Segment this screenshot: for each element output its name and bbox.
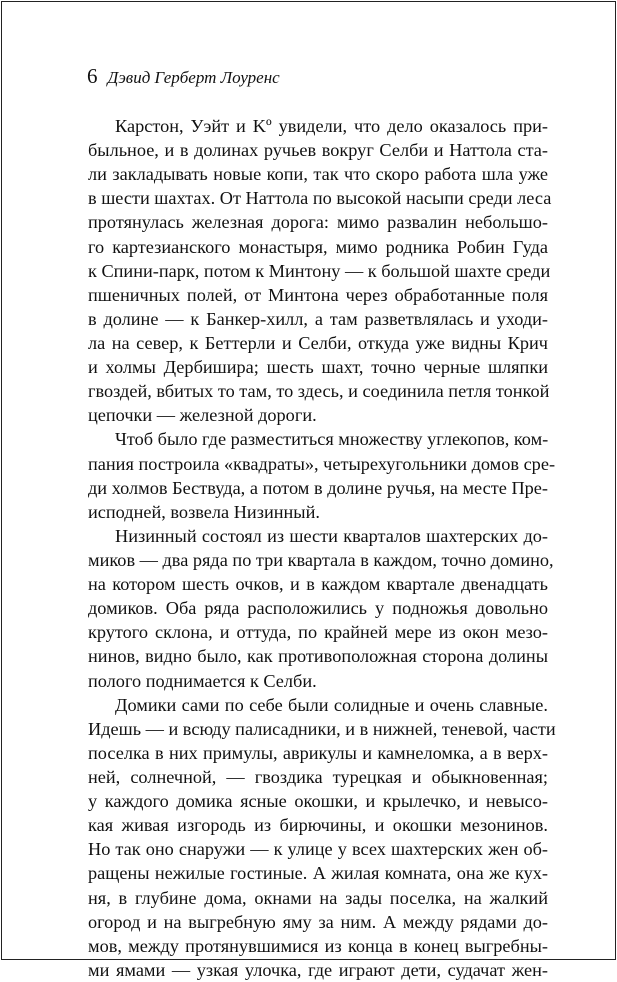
text-line: кая живая изгородь из бирючины, и окошки мезонинов. bbox=[88, 815, 548, 836]
text-line: ми ямами — узкая улочка, где играют дети, судачат жен- bbox=[88, 959, 548, 980]
text-line: у каждого домика ясные окошки, и крылечко, и невысо- bbox=[88, 791, 548, 812]
text-line: го картезианского монастыря, мимо родника Робин Гуда bbox=[88, 236, 548, 257]
text-line: быльное, и в долинах ручьев вокруг Селби и Наттола ста- bbox=[88, 140, 548, 161]
text-line: домиков. Оба ряда расположились у подножья довольно bbox=[88, 598, 548, 619]
text-line: цепочки — железной дороги. bbox=[88, 405, 317, 426]
text-line: ла на север, к Беттерли и Селби, откуда уже видны Крич bbox=[88, 332, 548, 353]
text-line: полого поднимается к Селби. bbox=[88, 670, 317, 691]
text-line: к Спини-парк, потом к Минтону — к большой шахте среди bbox=[88, 260, 551, 281]
text-line: миков — два ряда по три квартала в каждом, точно домино, bbox=[88, 549, 554, 570]
text-line: ди холмов Бествуда, а потом в долине ручья, на месте Пре- bbox=[88, 477, 548, 498]
text-line: огород и на выгребную яму за ним. А между рядами до- bbox=[88, 911, 548, 932]
text-line: в долине — к Банкер-хилл, а там разветвлялась и уходи- bbox=[88, 308, 548, 329]
text-line: ли закладывать новые копи, так что скоро работа шла уже bbox=[88, 164, 548, 185]
text-line: Карстон, Уэйт и Kº увидели, что дело оказалось при- bbox=[115, 116, 548, 136]
text-line: Но так оно снаружи — к улице у всех шахтерских жен об- bbox=[88, 839, 548, 860]
text-line: исподней, возвела Низинный. bbox=[88, 501, 320, 522]
text-line: Чтоб было где разместиться множеству углекопов, ком- bbox=[115, 429, 549, 450]
text-line: протянулась железная дорога: мимо развалин небольшо- bbox=[88, 212, 548, 233]
text-line: поселка в них примулы, аврикулы и камнеломка, а в верх- bbox=[88, 742, 548, 763]
page-number: 6 bbox=[87, 64, 98, 88]
text-line: пшеничных полей, от Минтона через обработанные поля bbox=[88, 284, 548, 305]
running-head-author: Дэвид Герберт Лоуренс bbox=[107, 68, 280, 87]
text-line: гвоздей, вбитых то там, то здесь, и соединила петля тонкой bbox=[88, 381, 550, 402]
text-line: пания построила «квадраты», четырехугольники домов сре- bbox=[88, 453, 556, 474]
running-header bbox=[87, 64, 280, 89]
text-line: крутого склона, и оттуда, по крайней мере из окон мезо- bbox=[88, 622, 548, 643]
text-line: в шести шахтах. От Наттола по высокой насыпи среди леса bbox=[88, 188, 552, 209]
text-line: Идешь — и всюду палисадники, и в нижней, теневой, части bbox=[88, 718, 556, 739]
text-line: на котором шесть очков, и в каждом квартале двенадцать bbox=[88, 574, 548, 595]
text-line: ней, солнечной, — гвоздика турецкая и обыкновенная; bbox=[88, 766, 548, 787]
text-line: Домики сами по себе были солидные и очень славные. bbox=[115, 694, 548, 715]
text-line: ращены нежилые гостиные. А жилая комната, она же кух- bbox=[88, 863, 548, 884]
body-text bbox=[88, 114, 556, 982]
text-line: и холмы Дербишира; шесть шахт, точно черные шляпки bbox=[88, 357, 548, 378]
text-line: мов, между протянувшимися из конца в конец выгребны- bbox=[88, 935, 548, 956]
text-line: ня, в глубине дома, окнами на зады поселка, на жалкий bbox=[88, 887, 548, 908]
text-line: Низинный состоял из шести кварталов шахтерских до- bbox=[115, 525, 548, 546]
text-line: нинов, видно было, как противоположная сторона долины bbox=[88, 646, 548, 667]
